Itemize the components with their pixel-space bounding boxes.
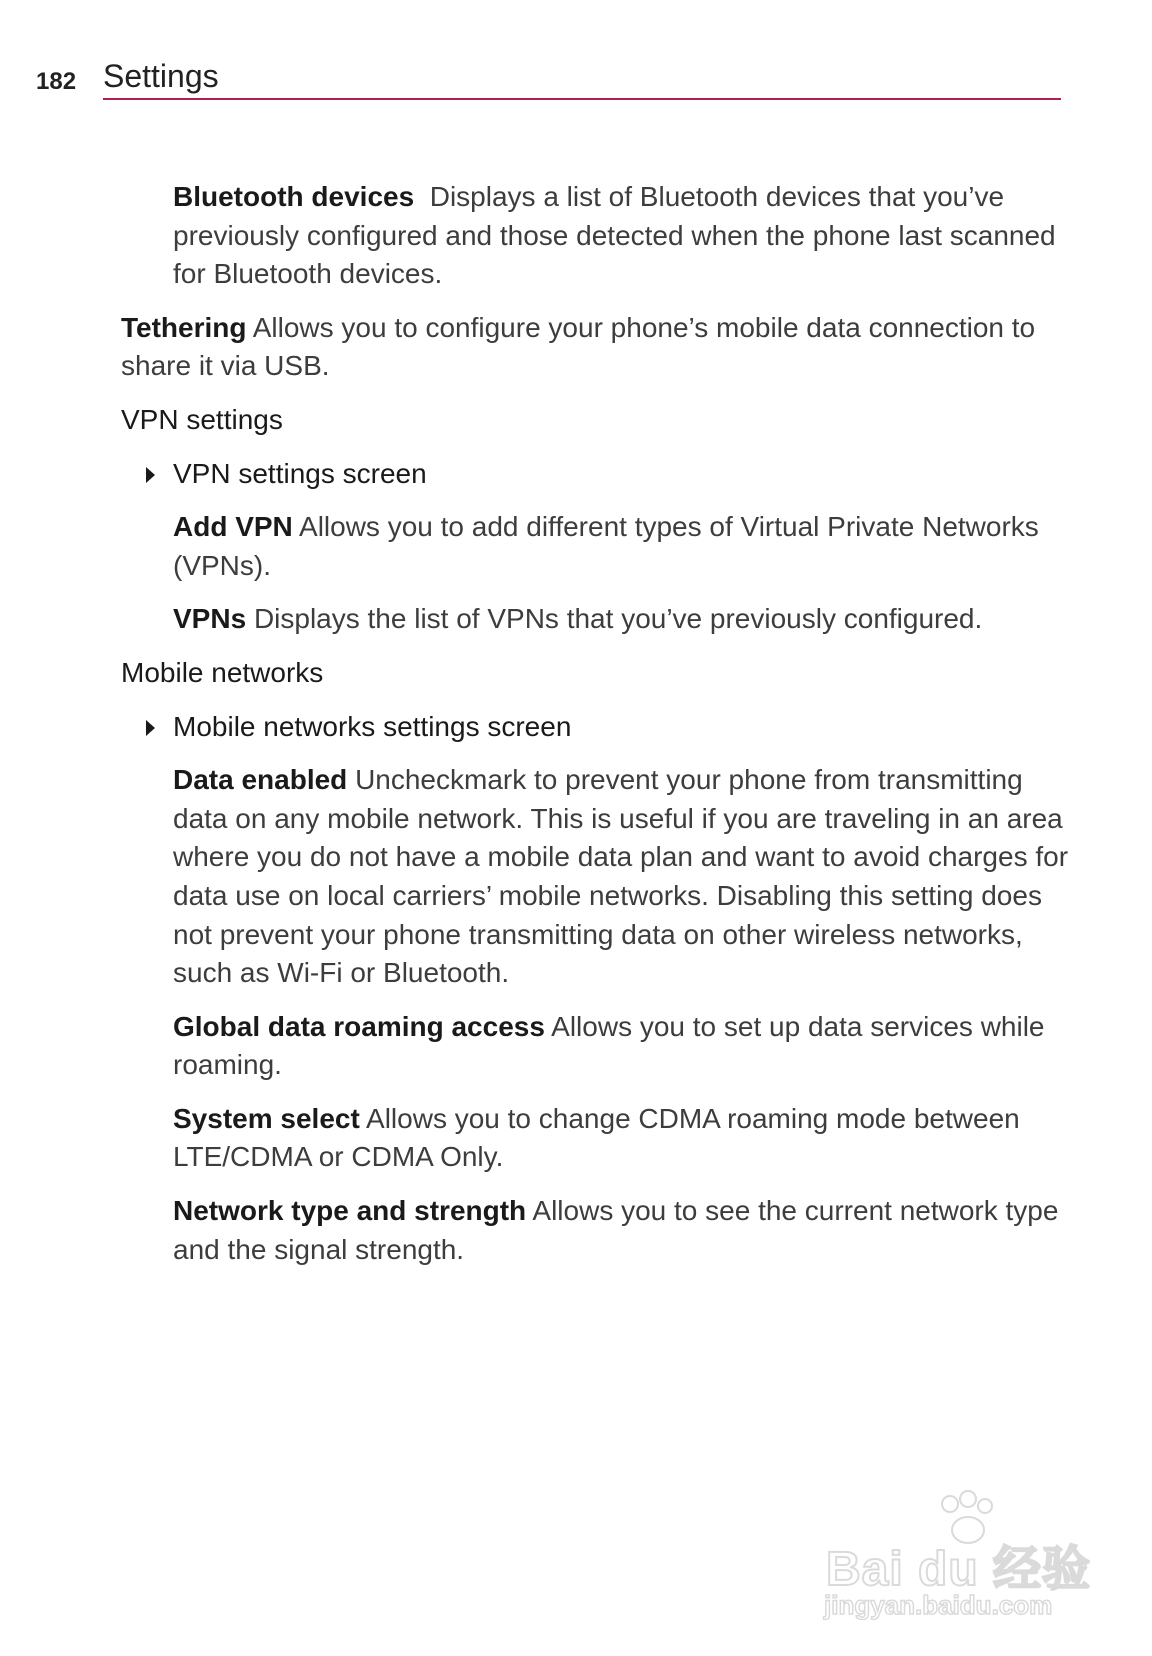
manual-content: [121, 178, 1071, 1284]
mobile-networks-screen-heading: [173, 708, 1071, 747]
data-enabled-entry: [173, 761, 1071, 993]
bluetooth-devices-entry: [173, 178, 1071, 294]
vpns-term: VPNs: [173, 603, 247, 635]
network-type-description: Allows you to see the current network type and the signal strength.: [173, 1195, 1059, 1265]
page-number: 182: [36, 68, 77, 95]
baidu-url-text: jingyan.baidu.com: [824, 1590, 1053, 1620]
global-roaming-entry: [173, 1008, 1071, 1085]
vpns-entry: [173, 600, 1071, 639]
page-title: Settings: [103, 58, 219, 94]
data-enabled-term: Data enabled: [173, 764, 348, 796]
add-vpn-term: Add VPN: [173, 511, 293, 543]
system-select-entry: [173, 1100, 1071, 1177]
add-vpn-entry: [173, 508, 1071, 585]
mobile-networks-screen-label: Mobile networks settings screen: [173, 710, 572, 742]
network-type-entry: [173, 1192, 1071, 1269]
tethering-description: Allows you to configure your phone’s mobile data connection to share it via USB.: [121, 311, 1036, 382]
system-select-description: Allows you to change CDMA roaming mode between LTE/CDMA or CDMA Only.: [173, 1102, 1020, 1173]
vpns-description: Displays the list of VPNs that you’ve previously configured.: [253, 603, 983, 635]
bluetooth-devices-description: Displays a list of Bluetooth devices that you’ve previously configured and those detected when the phone last scanned for Bluetooth devices.: [173, 181, 1056, 290]
header-rule: [103, 98, 1061, 100]
arrow-right-icon: [146, 467, 155, 483]
vpn-settings-heading: VPN settings: [121, 403, 283, 435]
global-roaming-term: Global data roaming access: [173, 1010, 545, 1042]
global-roaming-description: Allows you to set up data services while roaming.: [173, 1010, 1045, 1081]
data-enabled-description: Uncheckmark to prevent your phone from transmitting data on any mobile network. This is useful if you are traveling in an area where you do not have a mobile data plan and want to avoid charges for data use on local carriers’ mobile networks. Disabling this setting does not prevent your phone transmitting data on other wireless networks, such as Wi-Fi or Bluetooth.: [173, 764, 1069, 989]
add-vpn-description: Allows you to add different types of Virtual Private Networks (VPNs).: [173, 511, 1039, 581]
system-select-term: System select: [173, 1102, 360, 1134]
bluetooth-devices-term: Bluetooth devices: [173, 181, 415, 212]
tethering-term: Tethering: [121, 311, 247, 343]
baidu-logo-text: Bai du 经验: [826, 1543, 1092, 1596]
mobile-networks-heading: Mobile networks: [121, 656, 324, 688]
tethering-entry: [121, 309, 1071, 386]
baidu-watermark: [820, 1490, 1100, 1630]
vpn-settings-screen-label: VPN settings screen: [173, 457, 427, 489]
vpn-settings-screen-heading: [173, 455, 1071, 494]
arrow-right-icon: [146, 720, 155, 736]
network-type-term: Network type and strength: [173, 1195, 527, 1227]
